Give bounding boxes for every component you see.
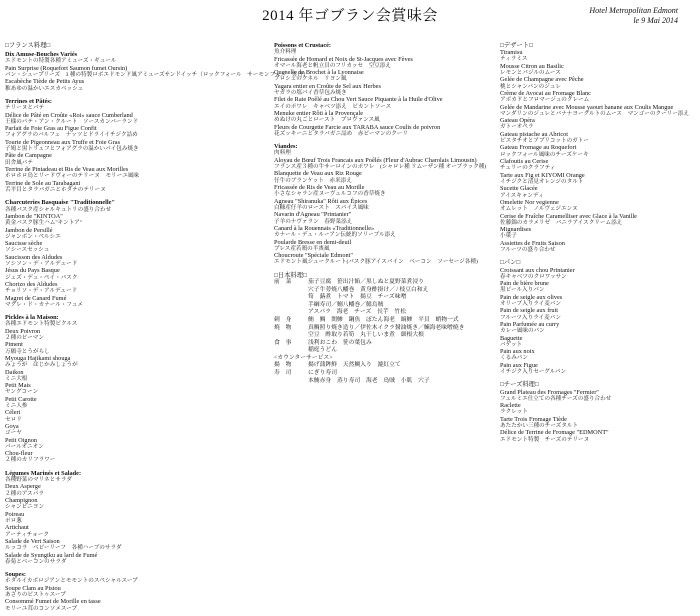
item-name-jp: 花ズッキーニとタラバガニ詰め 赤ピーマンのクーリ bbox=[274, 130, 408, 137]
row-category bbox=[274, 347, 308, 355]
item-name-jp: オムレット ノルヴェジエンヌ bbox=[500, 206, 578, 213]
dessert-list bbox=[500, 49, 696, 253]
item-name-fr: Navarin d'Agneau "Printanier" bbox=[274, 211, 352, 219]
item-name-jp: 小菓子 bbox=[500, 233, 517, 240]
section-title-french: □フランス料理□ bbox=[5, 42, 51, 49]
item-name-jp: シャンピニヨン bbox=[5, 504, 45, 511]
item-name-jp: アーティチョーク bbox=[5, 531, 49, 538]
menu-item bbox=[5, 267, 267, 281]
group-title: Soupes: bbox=[5, 571, 26, 579]
item-name-jp: ヤングコーン bbox=[5, 389, 39, 396]
menu-item bbox=[5, 295, 267, 309]
group-title-jp: ホタルイカボロジアンとモモントのスペシャルスープ bbox=[5, 578, 138, 585]
row-dishes: 本鮪赤身 蒸り寿司 海老 鳥賊 小肌 穴子 bbox=[308, 377, 430, 384]
item-name-jp: 稚あゆの温かいエスカベッシュ bbox=[5, 85, 84, 92]
menu-item bbox=[5, 552, 267, 566]
menu-item bbox=[274, 110, 488, 124]
group-title: Dix Amuse-Bouches Variés bbox=[5, 51, 78, 59]
menu-item bbox=[500, 389, 696, 403]
item-name-fr: Consommé Fumet de Morille en tasse bbox=[5, 598, 101, 606]
japanese-menu-row bbox=[274, 332, 488, 340]
item-name-jp: 万願寺とうがらし bbox=[5, 348, 50, 355]
japanese-menu bbox=[274, 279, 488, 385]
menu-item bbox=[5, 125, 267, 139]
menu-item bbox=[500, 199, 696, 213]
item-name-jp: ジャンボン・ペルシエ bbox=[5, 233, 61, 240]
item-name-jp: 田舎風パテ bbox=[5, 159, 33, 166]
row-dishes: 手綱寿司／鰯八幡巻／鱚烏賊 bbox=[308, 301, 384, 308]
menu-item bbox=[500, 104, 696, 118]
menu-item bbox=[5, 213, 267, 227]
item-name-fr: Jambon de "KINTOA" bbox=[5, 212, 63, 220]
group-title: Poissons et Crustacé: bbox=[274, 42, 332, 49]
menu-item bbox=[5, 341, 267, 355]
item-name-fr: Daikon bbox=[5, 368, 24, 376]
item-name-fr: Petit Mais bbox=[5, 382, 31, 390]
menu-item bbox=[5, 112, 267, 126]
menu-item bbox=[500, 240, 696, 254]
menu-item bbox=[500, 321, 696, 335]
item-name-jp: 春キャベツのクロワッサン bbox=[500, 273, 567, 280]
japanese-menu-row bbox=[274, 362, 488, 370]
item-name-jp: ２種のアスパラ bbox=[5, 490, 44, 497]
item-name-jp: マンダリンのジュレとバナナヨーグルトのムース マンゴーのクーリー添え bbox=[500, 110, 690, 117]
item-name-jp: エドモント風シュークルート(バスク豚アイスバイン ベーコン ソーセージ各種) bbox=[274, 259, 478, 266]
item-name-fr: Poularde Bresse en demi-deuil bbox=[274, 238, 352, 246]
item-name-fr: Pain de seigle aux olives bbox=[500, 293, 563, 301]
menu-item bbox=[500, 185, 696, 199]
item-name-jp: ゴーヤ bbox=[5, 430, 22, 437]
japanese-menu-row bbox=[274, 347, 488, 355]
item-name-jp: 佐藤錦のカラメリゼ バニラアイスクリーム添え bbox=[500, 219, 623, 226]
item-name-jp: めぬけの丸ごとロースト プロヴァンス風 bbox=[274, 117, 380, 124]
item-name-fr: Pain aux noix bbox=[500, 348, 535, 356]
item-name-fr: Poireau bbox=[5, 510, 25, 518]
item-name-jp: あたたかい三種のチーズタルト bbox=[500, 423, 579, 430]
row-category: 前 菜 bbox=[274, 278, 292, 285]
item-name-fr: Saucisse sèche bbox=[5, 240, 43, 248]
japanese-menu-row bbox=[274, 378, 488, 386]
item-name-fr: Clafoutis au Cerise bbox=[500, 158, 549, 166]
menu-item bbox=[500, 402, 696, 416]
menu-item bbox=[5, 328, 267, 342]
menu-group bbox=[5, 98, 267, 197]
item-name-jp: パールオニオン bbox=[5, 443, 44, 450]
item-name-jp: カレー風味のパン bbox=[500, 328, 545, 335]
item-name-jp: 桃とシャンパンのジュレ bbox=[500, 83, 561, 90]
row-dishes: 茄子豆腐 笹出汁餡／黒しぬと夏野菜煮浸り bbox=[308, 278, 424, 285]
menu-group bbox=[274, 42, 488, 141]
section-title-dessert: □デザート□ bbox=[500, 42, 533, 49]
menu-item bbox=[500, 226, 696, 240]
row-category: 焼 物 bbox=[274, 324, 292, 331]
item-name-jp: フランス産３種の牛サーロインのポワレ (シャロレ種 リムーザン種 オーブラック種) bbox=[274, 164, 487, 171]
menu-item bbox=[5, 450, 267, 464]
item-name-fr: Assiettes de Fruits Saison bbox=[500, 239, 565, 247]
menu-item bbox=[274, 170, 488, 184]
menu-item bbox=[5, 240, 267, 254]
item-name-jp: プレス産若鶏の半喪風 bbox=[274, 245, 330, 252]
item-name-jp: イチジク入りセーグルパン bbox=[500, 369, 567, 376]
item-name-jp: パン・シュープリーズ 3 種の特製ロボエドモンド風アミューズサンドイッチ（ロックフォール サーモンフュメ 雲丹） bbox=[5, 72, 309, 79]
menu-item bbox=[5, 483, 267, 497]
menu-item bbox=[5, 64, 309, 79]
item-name-jp: ソシースセッシュ bbox=[5, 247, 50, 254]
menu-item bbox=[500, 172, 696, 186]
item-name-jp: ２種のカリフラワー bbox=[5, 457, 56, 464]
hotel-name: Hotel Metropolitan Edmont bbox=[589, 6, 678, 15]
item-name-fr: Escabèche Tiède de Petits Ayus bbox=[5, 78, 85, 86]
item-name-fr: Omelette Nor vegienne bbox=[500, 198, 559, 206]
menu-item bbox=[5, 369, 267, 383]
item-name-fr: Pâte de Campagne bbox=[5, 152, 52, 160]
row-dishes: 稲庭うどん bbox=[308, 347, 337, 354]
menu-item bbox=[5, 254, 267, 268]
item-name-fr: Terrine de Sole au Tarabagani bbox=[5, 179, 81, 187]
item-name-fr: Petit Carotte bbox=[5, 395, 37, 403]
menu-item bbox=[500, 335, 696, 349]
item-name-fr: Saucisson des Aldudes bbox=[5, 253, 63, 261]
item-name-fr: Parfait de Foie Gras au Figue Confit bbox=[5, 125, 97, 133]
item-name-fr: Fleurs de Courgette Farcie aux TARABA sauce Coulis de poivron bbox=[274, 123, 441, 131]
menu-item bbox=[5, 585, 267, 599]
item-name-fr: Champignon bbox=[5, 497, 38, 505]
item-name-fr: Myouga Hajikami shouga bbox=[5, 355, 71, 362]
item-name-jp: フルーツの盛り合わせ bbox=[500, 246, 556, 253]
section-title-japanese: □日本料理□ bbox=[274, 271, 307, 279]
dessert-bread-cheese-column bbox=[500, 40, 696, 443]
japanese-menu-row bbox=[274, 294, 488, 302]
menu-item bbox=[5, 355, 267, 369]
menu-item bbox=[5, 396, 267, 410]
item-name-jp: レモンとバジルのムース bbox=[500, 70, 561, 77]
item-name-fr: Tourte de Pigeonneau aux Truffe et Foie Gras bbox=[5, 138, 121, 146]
menu-item bbox=[500, 117, 696, 131]
item-name-jp: ホロホロ鳥とリードヴォーのテリーヌ モリーユ風味 bbox=[5, 173, 140, 180]
menu-item bbox=[5, 497, 267, 511]
menu-item bbox=[274, 252, 488, 266]
item-name-fr: Piment bbox=[5, 341, 23, 349]
item-name-fr: Crème de Avocat au Fromage Blanc bbox=[500, 90, 591, 98]
item-name-fr: Tarte aux Fig et KIYOMI Orange bbox=[500, 171, 585, 179]
item-name-jp: みょうが はじかみしょうが bbox=[5, 362, 78, 369]
menu-item bbox=[5, 598, 267, 612]
fish-meat-groups bbox=[274, 42, 488, 270]
menu-item bbox=[274, 69, 488, 83]
group-title-jp: 肉料理 bbox=[274, 150, 291, 157]
menu-item bbox=[274, 211, 488, 225]
japanese-menu-row bbox=[274, 340, 488, 348]
menu-item bbox=[5, 180, 267, 194]
group-title-jp: テリーヌとパテ bbox=[5, 105, 45, 112]
row-dishes: にぎり寿司 bbox=[308, 370, 337, 377]
menu-item bbox=[274, 239, 488, 253]
item-name-fr: Gelée de Mandarine avec Mousse yaourt banane aux Coulis Mangue bbox=[500, 103, 674, 111]
item-name-fr: Pain de seigle aux fruit bbox=[500, 307, 559, 315]
item-name-fr: Délice de Pâté en Croûte «Roi» sauce Cumberland bbox=[5, 111, 133, 119]
item-name-fr: Menuke entier Rôti à la Provençale bbox=[274, 110, 363, 118]
item-name-fr: Deux Poivron bbox=[5, 327, 41, 335]
menu-item bbox=[274, 225, 488, 239]
row-category bbox=[274, 332, 308, 340]
row-category bbox=[274, 302, 308, 310]
menu-item bbox=[500, 76, 696, 90]
menu-item bbox=[5, 281, 267, 295]
item-name-fr: Terrine de Pintadeau et Ris de Veau aux Morilles bbox=[5, 166, 129, 174]
row-dishes: 筍 蕗煮 トマト 揚豆 チーズ味噌 bbox=[308, 294, 407, 301]
menu-item bbox=[274, 124, 488, 138]
item-name-jp: 子鳩と黒トリュフとフォアグラの温かいパイ包み焼き bbox=[5, 146, 139, 153]
item-name-fr: Gateau pistache au Abricot bbox=[500, 130, 569, 138]
item-name-fr: Magret de Canard Fumé bbox=[5, 294, 67, 302]
row-dishes: 鮪 鯛 関鯵 鋼魚 ぼたん海老 縞鯵 平貝 蛸物一式 bbox=[308, 316, 459, 323]
item-name-fr: Chorizo des Aldudes bbox=[5, 280, 58, 288]
japanese-menu-row bbox=[274, 317, 488, 325]
item-name-jp: アボカドとフロマージュのクレーム bbox=[500, 97, 590, 104]
menu-item bbox=[500, 362, 696, 376]
item-name-fr: Quenelle de Brochet à la Lyonnaise bbox=[274, 69, 364, 77]
menu-item bbox=[500, 90, 696, 104]
item-name-fr: Jambon de Persillé bbox=[5, 226, 53, 234]
japanese-menu-row bbox=[274, 287, 488, 295]
menu-item bbox=[5, 227, 267, 241]
item-name-fr: Gateau Opéra bbox=[500, 117, 535, 125]
item-name-jp: ピスタチオとアプリコットのガトー bbox=[500, 138, 589, 145]
item-name-jp: 黒ビール入りパン bbox=[500, 287, 545, 294]
item-name-fr: Céleri bbox=[5, 409, 21, 417]
row-dishes: 揚げ蒲鉾鮮 天然鯛入り 漉紅立て bbox=[308, 362, 401, 369]
menu-item bbox=[500, 158, 696, 172]
row-category: 揚 物 bbox=[274, 362, 292, 369]
item-name-jp: エイのポワレ キャベツ添え ピカントソース bbox=[274, 103, 392, 110]
menu-item bbox=[5, 152, 267, 166]
item-name-jp: ルッコラ ベビーリーフ 各種ハーブのサラダ bbox=[5, 545, 122, 552]
menu-item bbox=[5, 139, 267, 153]
item-name-fr: Petit Oignon bbox=[5, 436, 38, 444]
menu-item bbox=[274, 96, 488, 110]
menu-item bbox=[500, 280, 696, 294]
menu-item bbox=[500, 49, 696, 63]
row-category bbox=[274, 309, 308, 317]
item-name-fr: Salade de Vert Saison bbox=[5, 537, 60, 545]
item-name-jp: ブロシェのクネル リヨン風 bbox=[274, 76, 347, 83]
item-name-fr: Choucroute "Spéciale Edmont" bbox=[274, 252, 353, 260]
hotel-header bbox=[589, 6, 678, 26]
menu-item bbox=[274, 198, 488, 212]
item-name-jp: ラクレット bbox=[500, 409, 528, 416]
row-category bbox=[274, 378, 308, 386]
menu-item bbox=[500, 213, 696, 227]
menu-item bbox=[5, 511, 267, 525]
row-category: <カウンターサービス> bbox=[274, 354, 333, 361]
item-name-fr: Pain Surprise (Roquefort Saumon fumet Oursin) bbox=[5, 64, 128, 72]
group-title: Terrines et Pâtés: bbox=[5, 98, 52, 106]
item-name-jp: チェリーのクラフティ bbox=[500, 165, 556, 172]
menu-item bbox=[5, 538, 267, 552]
item-name-jp: フェルミエ仕立ての各種チーズの盛り合わせ bbox=[500, 395, 612, 402]
menu-item bbox=[500, 63, 696, 77]
page-title: 2014 年ゴブラン会賞味会 bbox=[262, 8, 438, 24]
group-title-jp: 魚介料理 bbox=[274, 49, 297, 56]
menu-item bbox=[274, 157, 488, 171]
item-name-jp: バゲット bbox=[500, 341, 523, 348]
item-name-jp: ミニ人参 bbox=[5, 403, 28, 410]
item-name-fr: Tiramisu bbox=[500, 49, 523, 57]
item-name-fr: Yagara entier en Croûte de Sel aux Herbes bbox=[274, 82, 381, 90]
item-name-fr: Canard à la Rouennais «Traditionnelle» bbox=[274, 224, 375, 232]
item-name-fr: Grand Plateau des Fromages "Fermier" bbox=[500, 388, 599, 396]
menu-item bbox=[274, 184, 488, 198]
item-name-fr: Goya bbox=[5, 423, 19, 431]
item-name-jp: 白糠産仔羊のロースト スパイス風味 bbox=[274, 204, 369, 211]
row-dishes: 空豆 酢取り若筍 丸干しいま煮 細根大根 bbox=[308, 332, 424, 339]
row-category: 刺 身 bbox=[274, 316, 292, 323]
item-name-jp: 子羊のナヴァラン 春野菜添え bbox=[274, 218, 353, 225]
section-title-bread: □パン□ bbox=[500, 259, 521, 267]
item-name-fr: Blanquette de Veau aux Riz Rouge bbox=[274, 170, 362, 178]
japanese-menu-row bbox=[274, 309, 488, 317]
item-name-jp: ミニ大根 bbox=[5, 375, 28, 382]
item-name-jp: 舌平目とタラバガニとホタテのテリーヌ bbox=[5, 186, 106, 193]
item-name-jp: チョリソ・デ・アルデュード bbox=[5, 288, 78, 295]
group-title-jp: 各種野菜のマリネとサラダ bbox=[5, 477, 72, 484]
menu-item bbox=[5, 166, 267, 180]
item-name-jp: 小さなシャラン産ヌーヴェルコフの香草焼き bbox=[274, 191, 386, 198]
item-name-jp: ロックフォール風味のチーズケーキ bbox=[500, 151, 589, 158]
item-name-fr: Fricassée de Homard et Noix de St-Jacques avec Fèves bbox=[274, 55, 413, 63]
japanese-menu-row bbox=[274, 370, 488, 378]
row-dishes: 真鯛照り焼き造り／伊佐木イクラ醤油焼き／鰊海老味噌焼き bbox=[308, 324, 465, 331]
menu-item bbox=[500, 144, 696, 158]
item-name-jp: 王様のパテ・アン・クルート ソースカンバーランド bbox=[5, 118, 139, 125]
menu-item bbox=[5, 78, 267, 92]
item-name-fr: Fricassée de Ris de Veau au Morille bbox=[274, 184, 365, 192]
item-name-jp: ２種のピーマン bbox=[5, 334, 44, 341]
item-name-jp: フォアグラのパルフェ ナッツとドライイチジク詰め bbox=[5, 132, 138, 139]
group-title: Légumes Marinés et Salade: bbox=[5, 469, 82, 477]
item-name-jp: 黄金バスク豚生ハム"キントア" bbox=[5, 220, 83, 227]
menu-item bbox=[274, 56, 488, 70]
item-name-fr: Cerise de Fraîche Caramelliser avec Glace à la Vanille bbox=[500, 212, 637, 220]
item-name-jp: オリーブ入りライ麦パン bbox=[500, 300, 562, 307]
item-name-fr: Mignardises bbox=[500, 226, 532, 234]
item-name-jp: セロリ bbox=[5, 416, 22, 423]
menu-group bbox=[5, 314, 267, 468]
item-name-jp: ヤガラの塩パイ香草包み焼き bbox=[274, 90, 347, 97]
menu-item bbox=[5, 423, 267, 437]
japanese-menu-row bbox=[274, 279, 488, 287]
item-name-fr: Artichaut bbox=[5, 524, 29, 532]
item-name-fr: Tarte Trois Fromage Tiède bbox=[500, 415, 567, 423]
item-name-fr: Raclette bbox=[500, 402, 521, 410]
menu-item bbox=[500, 416, 696, 430]
item-name-jp: あさりのピストゥスープ bbox=[5, 591, 66, 598]
row-category: 寿 司 bbox=[274, 370, 292, 377]
item-name-jp: 春菊とベーコンのサラダ bbox=[5, 558, 67, 565]
row-category bbox=[274, 287, 308, 295]
item-name-jp: アイスキャンディ bbox=[500, 192, 544, 199]
section-title-cheese: □チーズ料理□ bbox=[500, 381, 539, 389]
item-name-jp: くるみパン bbox=[500, 355, 528, 362]
menu-item bbox=[5, 409, 267, 423]
group-title: Viandes: bbox=[274, 143, 298, 151]
item-name-jp: ガトーオペラ bbox=[500, 124, 534, 131]
menu-item bbox=[500, 294, 696, 308]
row-category: 食 事 bbox=[274, 339, 292, 346]
group-title-jp: 各種エドモント特製ピクルス bbox=[5, 321, 78, 328]
item-name-jp: フルーツ入りライ麦パン bbox=[500, 314, 561, 321]
item-name-jp: エドモント特製 チーズのテリーヌ bbox=[500, 436, 590, 443]
cheese-list bbox=[500, 389, 696, 443]
group-title: Pickles à la Maison: bbox=[5, 314, 59, 322]
menu-item bbox=[5, 524, 267, 538]
group-title-jp: 各種バスク産シャルキュトリの盛り合わせ bbox=[5, 206, 112, 213]
menu-item bbox=[5, 437, 267, 451]
item-name-jp: ポロ葱 bbox=[5, 517, 22, 524]
item-name-fr: Chou-fleur bbox=[5, 450, 33, 458]
menu-item bbox=[500, 131, 696, 145]
bread-list bbox=[500, 267, 696, 376]
item-name-fr: Mousse Citron au Basilic bbox=[500, 62, 564, 70]
item-name-fr: Sucette Glacée bbox=[500, 185, 538, 193]
item-name-jp: 仔牛のブランケット 赤米添え bbox=[274, 177, 352, 184]
item-name-fr: Pain Parfumée au curry bbox=[500, 320, 560, 328]
menu-item bbox=[5, 382, 267, 396]
menu-item bbox=[274, 83, 488, 97]
row-category bbox=[274, 294, 308, 302]
item-name-fr: Pain de bière brune bbox=[500, 280, 549, 288]
row-dishes: アスパラ 海老 チーズ 長芋 竹松 bbox=[308, 309, 407, 316]
item-name-jp: ソシソン・デ・アルデュード bbox=[5, 260, 78, 267]
item-name-jp: ジェズ・デュ・ペイ・バスク bbox=[5, 274, 78, 281]
group-title: Charcuteries Basquaise "Traditionnelle" bbox=[5, 199, 115, 207]
menu-group bbox=[5, 571, 267, 616]
menu-item bbox=[500, 348, 696, 362]
item-name-fr: Baguette bbox=[500, 334, 523, 342]
item-name-jp: マグレ・ド・カナール・フュメ bbox=[5, 301, 83, 308]
row-dishes: 浅利おこわ 笹の葉包み bbox=[308, 339, 372, 346]
item-name-fr: Aloyau de Bœuf Trois Francais aux Poêlés (Fleur d'Aubrac Charolais Limousin) bbox=[274, 156, 477, 164]
item-name-jp: カナール・デュ・ルーアン伝統的ソリーブル添え bbox=[274, 232, 396, 239]
item-name-fr: Pain aux Figue bbox=[500, 361, 538, 369]
menu-item bbox=[500, 429, 696, 443]
item-name-jp: オマール海老と帆立貝のフリカッセ 空豆添え bbox=[274, 62, 392, 69]
item-name-fr: Salade de Syungiku au lard de Fumé bbox=[5, 551, 98, 559]
item-name-jp: イチジクと清見オレンジのタルト bbox=[500, 178, 584, 185]
item-name-fr: Soupe Clam au Pistou bbox=[5, 584, 61, 592]
item-name-jp: ティラミス bbox=[500, 56, 528, 63]
fish-meat-japanese-column bbox=[274, 40, 488, 385]
item-name-fr: Jésus du Pays Basque bbox=[5, 267, 60, 275]
item-name-fr: Deux Asperge bbox=[5, 483, 41, 491]
item-name-fr: Gateau Fromage au Roquefort bbox=[500, 144, 577, 152]
menu-item bbox=[500, 307, 696, 321]
menu-group bbox=[5, 199, 267, 312]
item-name-fr: Gelée de Champagne avec Pêche bbox=[500, 76, 584, 84]
item-name-fr: Filet de Raie Poêlé au Chou Vert Sauce Piquante à la Huile d'Olive bbox=[274, 96, 443, 104]
japanese-menu-row bbox=[274, 325, 488, 333]
menu-item bbox=[500, 267, 696, 281]
group-title-jp: エドモントの特製各種アミューズ・ギュール bbox=[5, 58, 117, 65]
item-name-fr: Croissant aux chou Printanier bbox=[500, 266, 575, 274]
row-dishes: 穴子牛蒡焼八幡巻 黄身酢掛け／ / 枝豆白和え bbox=[308, 286, 429, 293]
item-name-jp: モリーユ茸のコンソメスープ bbox=[5, 605, 78, 612]
item-name-fr: Agneau "Shiranuka" Rôti aux Épices bbox=[274, 197, 368, 205]
item-name-fr: Délice de Terrine de Fromage "EDMONT" bbox=[500, 429, 609, 437]
menu-group bbox=[274, 143, 488, 269]
event-date: le 9 Mai 2014 bbox=[633, 16, 678, 25]
